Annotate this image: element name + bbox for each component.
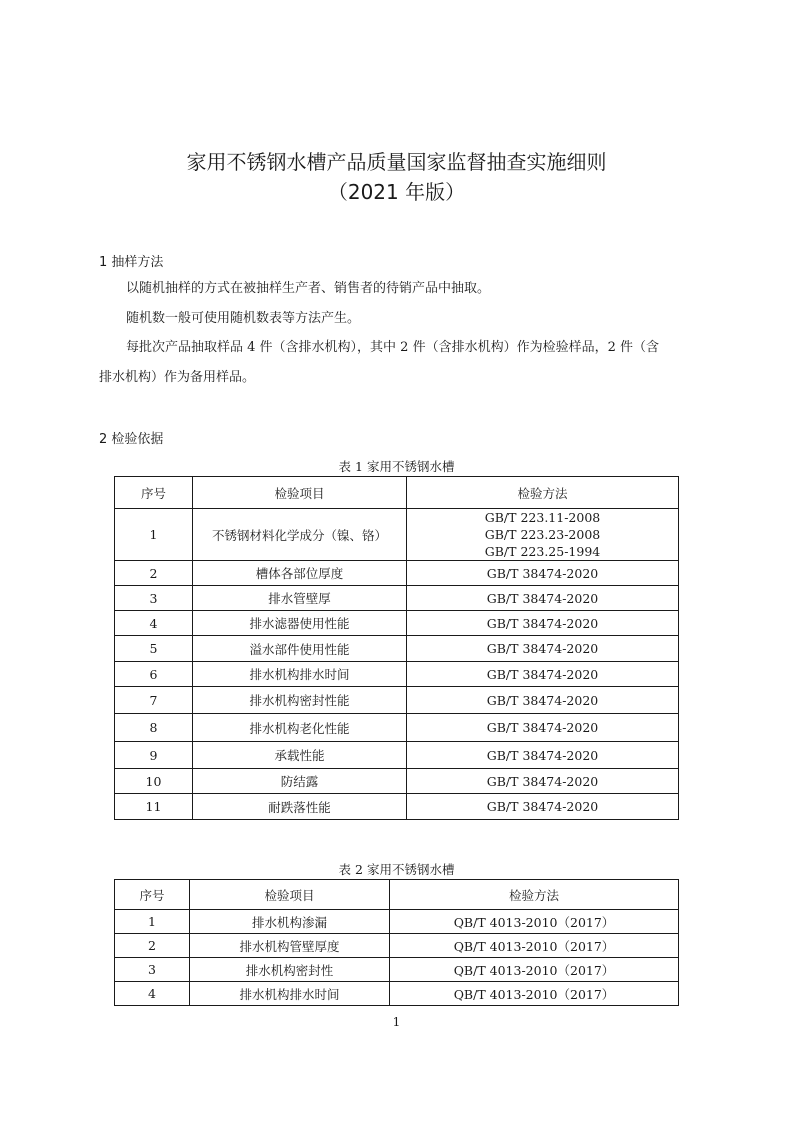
row-no: 8 xyxy=(115,714,193,742)
row-method: QB/T 4013-2010（2017） xyxy=(390,934,679,958)
row-item: 排水机构管壁厚度 xyxy=(190,934,390,958)
row-no: 11 xyxy=(115,794,193,820)
section2-heading: 2 检验依据 xyxy=(99,432,164,447)
row-no: 10 xyxy=(115,769,193,794)
table1 xyxy=(114,476,679,820)
row-no: 1 xyxy=(115,509,193,561)
row-method: GB/T 38474-2020 xyxy=(407,687,679,714)
row-method: GB/T 38474-2020 xyxy=(407,586,679,611)
section1-paragraph-3-line2: 排水机构）作为备用样品。 xyxy=(99,370,256,385)
table-row xyxy=(115,769,679,794)
table-row xyxy=(115,910,679,934)
document-edition: （2021 年版） xyxy=(327,180,466,204)
row-method: GB/T 38474-2020 xyxy=(407,794,679,820)
table-row xyxy=(115,662,679,687)
table2-header-method: 检验方法 xyxy=(390,880,679,910)
row-method: GB/T 38474-2020 xyxy=(407,714,679,742)
table-row xyxy=(115,794,679,820)
row-method-line: GB/T 223.11-2008 xyxy=(484,510,601,525)
section1-paragraph-3-line1: 每批次产品抽取样品 4 件（含排水机构），其中 2 件（含排水机构）作为检验样品，2 件（含 xyxy=(126,340,659,355)
row-method: GB/T 38474-2020 xyxy=(407,611,679,636)
row-method-line: GB/T 223.23-2008 xyxy=(484,527,601,542)
table-row xyxy=(115,509,679,561)
page-number: 1 xyxy=(392,1015,401,1029)
row-method: GB/T 38474-2020 xyxy=(407,662,679,687)
table-row xyxy=(115,586,679,611)
table-row xyxy=(115,742,679,769)
table2-header-no: 序号 xyxy=(115,880,190,910)
row-item: 耐跌落性能 xyxy=(193,794,407,820)
table2-header-row xyxy=(115,880,679,910)
table-row xyxy=(115,636,679,662)
row-method xyxy=(407,509,679,561)
row-item: 承载性能 xyxy=(193,742,407,769)
table1-header-row xyxy=(115,477,679,509)
row-item: 排水机构排水时间 xyxy=(190,982,390,1006)
table1-header-no: 序号 xyxy=(115,477,193,509)
table1-header-method: 检验方法 xyxy=(407,477,679,509)
row-item: 防结露 xyxy=(193,769,407,794)
row-method: GB/T 38474-2020 xyxy=(407,742,679,769)
row-item: 排水机构密封性 xyxy=(190,958,390,982)
table1-caption: 表 1 家用不锈钢水槽 xyxy=(338,459,455,474)
table-row xyxy=(115,714,679,742)
row-item: 排水机构渗漏 xyxy=(190,910,390,934)
table-row xyxy=(115,958,679,982)
table2-header-item: 检验项目 xyxy=(190,880,390,910)
table-row xyxy=(115,611,679,636)
row-no: 3 xyxy=(115,958,190,982)
row-no: 6 xyxy=(115,662,193,687)
row-no: 5 xyxy=(115,636,193,662)
row-item: 排水机构排水时间 xyxy=(193,662,407,687)
row-item: 溢水部件使用性能 xyxy=(193,636,407,662)
table-row xyxy=(115,561,679,586)
table2-caption: 表 2 家用不锈钢水槽 xyxy=(338,862,455,877)
row-method-line: GB/T 223.25-1994 xyxy=(484,544,601,559)
row-method: QB/T 4013-2010（2017） xyxy=(390,982,679,1006)
document-title: 家用不锈钢水槽产品质量国家监督抽查实施细则 xyxy=(186,150,607,174)
table-row xyxy=(115,934,679,958)
row-no: 1 xyxy=(115,910,190,934)
row-no: 7 xyxy=(115,687,193,714)
table2 xyxy=(114,879,679,1006)
table1-header-item: 检验项目 xyxy=(193,477,407,509)
section1-paragraph-2: 随机数一般可使用随机数表等方法产生。 xyxy=(126,311,361,326)
row-item: 排水管壁厚 xyxy=(193,586,407,611)
row-no: 9 xyxy=(115,742,193,769)
row-item: 排水机构密封性能 xyxy=(193,687,407,714)
row-no: 2 xyxy=(115,561,193,586)
row-no: 4 xyxy=(115,982,190,1006)
row-method: GB/T 38474-2020 xyxy=(407,769,679,794)
row-method: QB/T 4013-2010（2017） xyxy=(390,958,679,982)
row-item: 排水机构老化性能 xyxy=(193,714,407,742)
row-method: GB/T 38474-2020 xyxy=(407,636,679,662)
row-no: 2 xyxy=(115,934,190,958)
table-row xyxy=(115,687,679,714)
table-row xyxy=(115,982,679,1006)
row-method: GB/T 38474-2020 xyxy=(407,561,679,586)
row-no: 4 xyxy=(115,611,193,636)
row-item: 不锈钢材料化学成分（镍、铬） xyxy=(193,509,407,561)
section1-heading: 1 抽样方法 xyxy=(99,255,164,270)
section1-paragraph-1: 以随机抽样的方式在被抽样生产者、销售者的待销产品中抽取。 xyxy=(126,281,491,296)
row-item: 排水滤器使用性能 xyxy=(193,611,407,636)
row-no: 3 xyxy=(115,586,193,611)
row-item: 槽体各部位厚度 xyxy=(193,561,407,586)
row-method: QB/T 4013-2010（2017） xyxy=(390,910,679,934)
